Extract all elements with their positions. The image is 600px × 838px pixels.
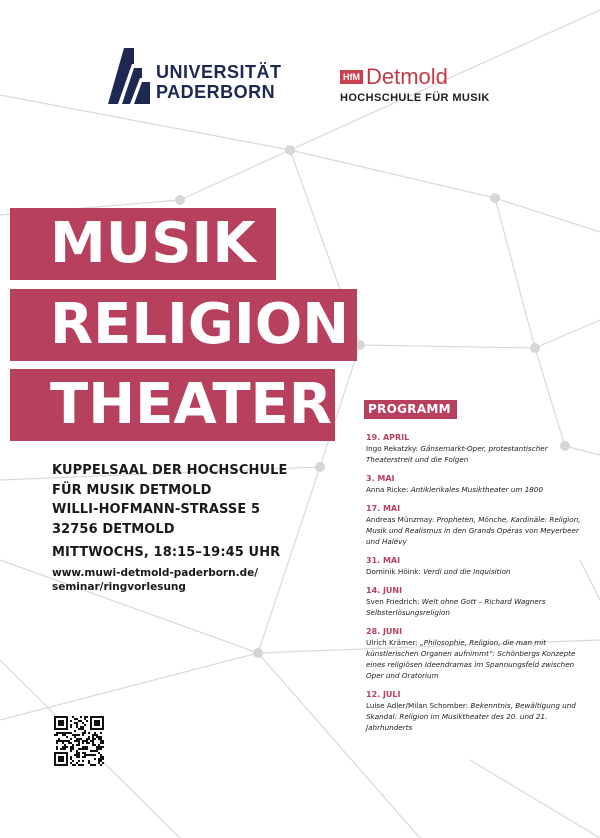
program-heading: PROGRAMM (364, 400, 457, 419)
program-entry (366, 689, 590, 733)
program-date: 3. MAI (366, 474, 395, 483)
website-link[interactable] (52, 566, 258, 594)
university-name-line1: UNIVERSITÄT (156, 62, 282, 82)
program-description (366, 566, 590, 577)
website-line: seminar/ringvorlesung (52, 581, 186, 593)
program-entry (366, 432, 590, 465)
title-band-musik: MUSIK (10, 208, 276, 280)
program-talk-title: Antiklerikales Musiktheater um 1800 (410, 485, 544, 494)
title-band-theater: THEATER (10, 369, 335, 441)
program-entry (366, 473, 590, 495)
hfm-badge: HfM (340, 70, 363, 84)
program-speaker: Sven Friedrich: (366, 597, 422, 606)
program-talk-title: Gänsemarkt-Oper, protestantischer Theaterstreit und die Folgen (366, 444, 548, 464)
university-name (156, 62, 282, 102)
venue-time: MITTWOCHS, 18:15–19:45 UHR (52, 545, 281, 560)
program-description (366, 484, 590, 495)
program-description (366, 700, 590, 733)
website-line: www.muwi-detmold-paderborn.de/ (52, 567, 259, 579)
program-list (366, 432, 590, 741)
program-speaker: Dominik Höink: (366, 567, 424, 576)
program-date: 14. JUNI (366, 586, 403, 595)
program-speaker: Andreas Münzmay: (366, 515, 437, 524)
university-name-line2: PADERBORN (156, 82, 276, 102)
hfm-city: Detmold (366, 64, 448, 89)
venue-block (52, 461, 287, 563)
program-talk-title: Bekenntnis, Bewältigung und Skandal: Religion im Musiktheater des 20. und 21. Jahrhunderts (366, 701, 576, 732)
program-entry (366, 626, 590, 681)
venue-line: 32756 DETMOLD (52, 521, 175, 537)
venue-line: WILLI-HOFMANN-STRASSE 5 (52, 502, 261, 517)
program-speaker: Ingo Rekatzky: (366, 444, 421, 453)
qr-code-icon (54, 716, 104, 766)
paderborn-logo-icon (108, 46, 152, 104)
program-date: 28. JUNI (366, 627, 403, 636)
hfm-subtitle: HOCHSCHULE FÜR MUSIK (340, 92, 490, 104)
program-entry (366, 585, 590, 618)
program-speaker: Luise Adler/Milan Schomber: (366, 701, 471, 710)
program-description (366, 514, 590, 547)
program-talk-title: Welt ohne Gott – Richard Wagners Selbsterlösungsreligion (366, 597, 546, 617)
program-speaker: Anna Ricke: (366, 485, 411, 494)
program-date: 12. JULI (366, 690, 401, 699)
program-description (366, 443, 590, 465)
program-date: 19. APRIL (366, 433, 410, 442)
program-description (366, 596, 590, 618)
program-entry (366, 555, 590, 577)
program-description (366, 637, 590, 681)
program-date: 17. MAI (366, 504, 401, 513)
program-talk-title: Propheten, Mönche, Kardinäle: Religion, Musik und Realismus in den Grands Opéras von Meyerbeer und Halévy (366, 515, 581, 546)
program-date: 31. MAI (366, 556, 401, 565)
venue-line: KUPPELSAAL DER HOCHSCHULE (52, 463, 288, 478)
venue-line: FÜR MUSIK DETMOLD (52, 482, 212, 498)
program-entry (366, 503, 590, 547)
program-speaker: Ulrich Krämer: (366, 638, 421, 647)
hfm-logo (340, 64, 448, 90)
title-band-religion: RELIGION (10, 289, 357, 361)
program-talk-title: „Philosophie, Religion, die man mit künstlerischen Organen aufnimmt“: Schönbergs Konzepte eines religiösen Ideendramas im Spannungsfeld zwischen Oper und Oratorium (366, 638, 576, 680)
program-talk-title: Verdi und die Inquisition (423, 567, 511, 576)
